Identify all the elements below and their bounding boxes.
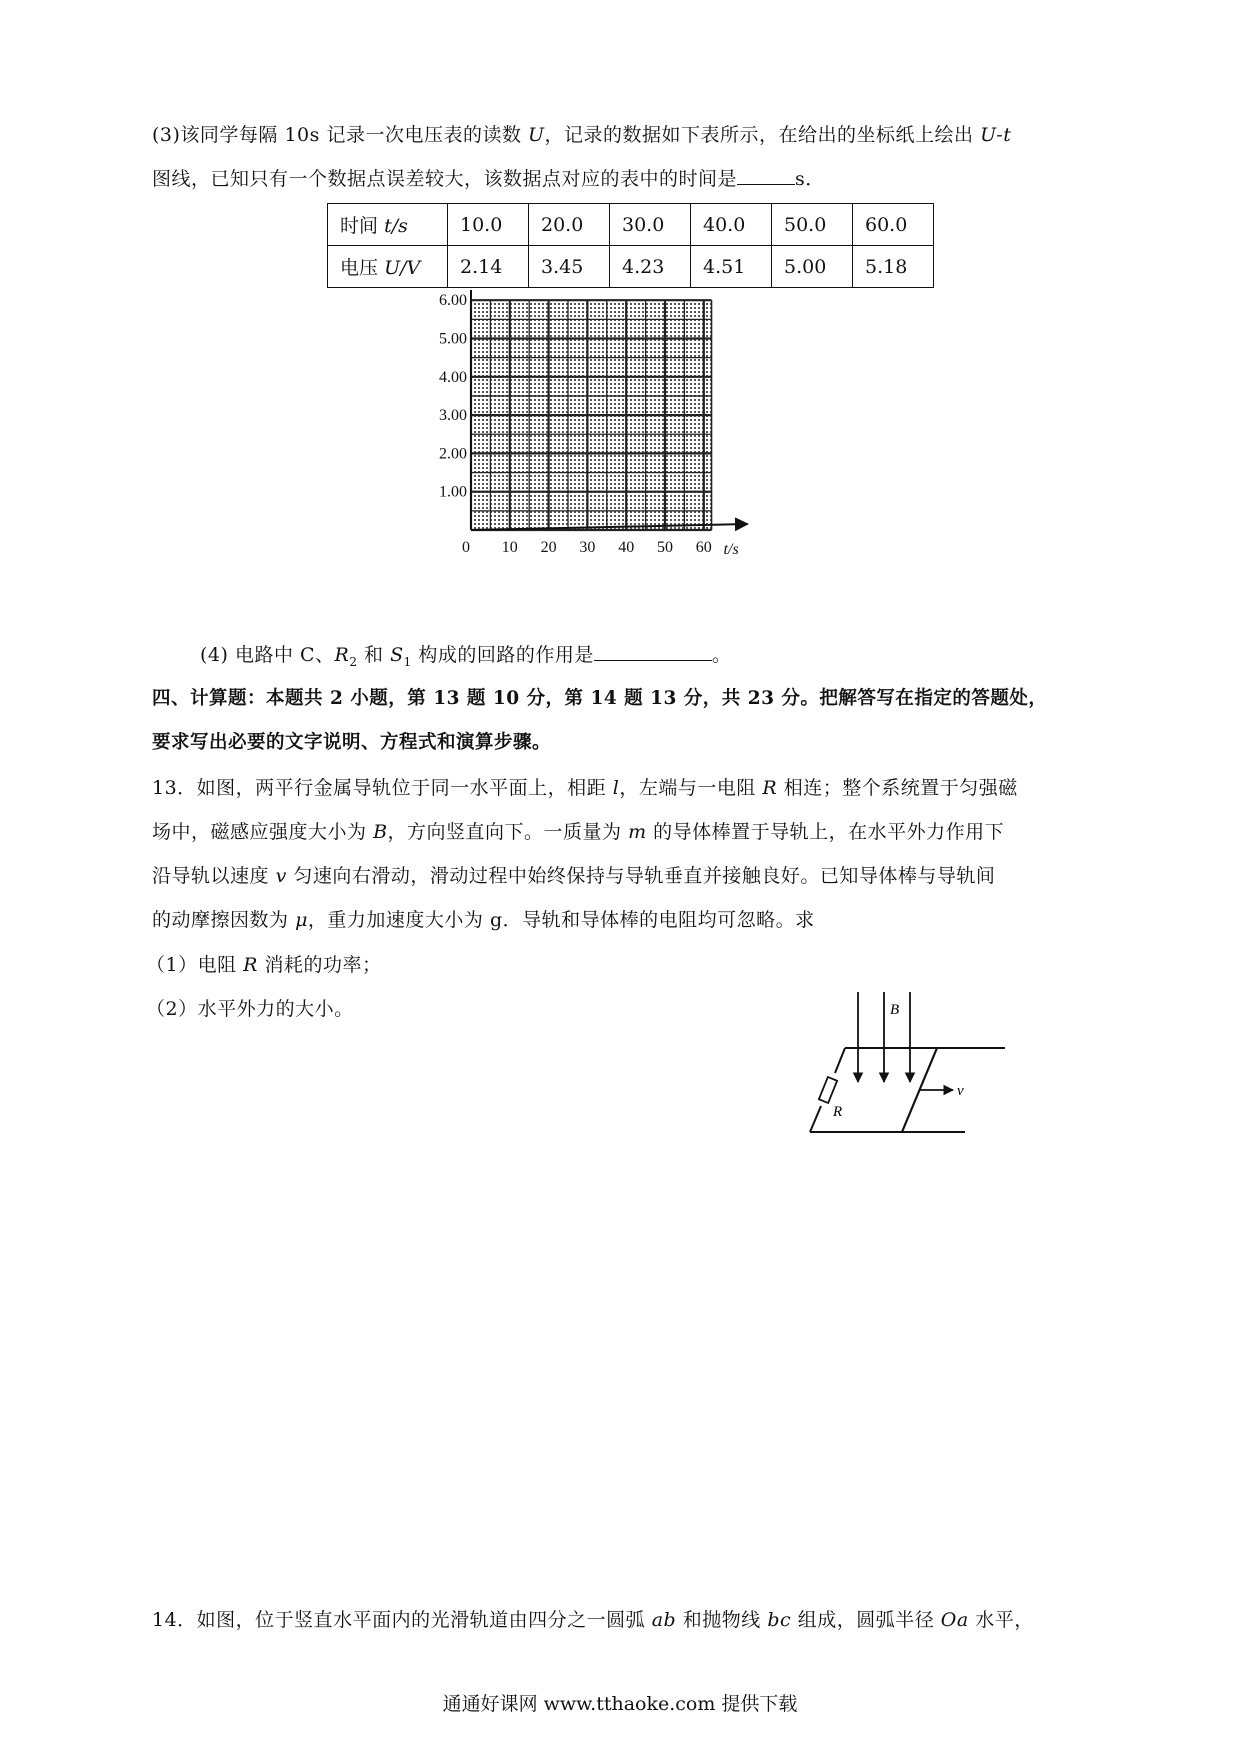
q3-line2 [152, 164, 825, 191]
table-cell: 10.0 [448, 204, 529, 246]
y-tick-label: 5.00 [439, 330, 467, 348]
x-tick-label: 40 [618, 539, 635, 556]
q4-text: (4) 电路中 C、 [200, 644, 335, 666]
q4-text: 。 [711, 644, 732, 666]
y-tick-label: 1.00 [439, 483, 467, 501]
q4-line [200, 640, 731, 669]
table-row [328, 204, 934, 246]
table-cell: 5.00 [772, 246, 853, 288]
table-cell: 2.14 [448, 246, 529, 288]
q13-line3: 沿导轨以速度 v 匀速向右滑动，滑动过程中始终保持与导轨垂直并接触良好。已知导体棒与导轨间 [152, 865, 996, 887]
q4-var: S [390, 644, 404, 666]
table-cell: 30.0 [610, 204, 691, 246]
page-footer: 通通好课网 www.tthaoke.com 提供下载 [442, 1693, 798, 1715]
label-R: R [833, 1104, 843, 1120]
q4-var: R [334, 644, 350, 666]
q3-text: (3)该同学每隔 [152, 124, 278, 146]
label-v: v [957, 1083, 964, 1099]
q4-sub: 2 [349, 654, 358, 669]
table-cell: 电压 U/V [328, 246, 448, 288]
q13-sub2: （2）水平外力的大小。 [146, 998, 354, 1020]
x-tick-label: 0 [462, 539, 470, 556]
table-cell: 60.0 [853, 204, 934, 246]
q13-line4: 的动摩擦因数为 μ，重力加速度大小为 g．导轨和导体棒的电阻均可忽略。求 [152, 909, 815, 931]
q3-text: 记录一次电压表的读数 [326, 124, 522, 146]
q3-text: s． [795, 168, 825, 190]
q3-var: U-t [980, 124, 1012, 146]
q4-text: 构成的回路的作用是 [418, 644, 594, 666]
x-tick-label: 10 [501, 539, 518, 556]
table-cell: 5.18 [853, 246, 934, 288]
table-cell: 时间 t/s [328, 204, 448, 246]
table-cell: 40.0 [691, 204, 772, 246]
y-tick-label: 4.00 [439, 368, 467, 386]
resistor-icon [819, 1077, 837, 1103]
q4-text: 和 [364, 644, 384, 666]
section-heading: 四、计算题：本题共 2 小题，第 13 题 10 分，第 14 题 13 分，共 23 分。把解答写在指定的答题处， [152, 688, 1048, 709]
y-tick-label: 3.00 [439, 407, 467, 425]
section-heading: 要求写出必要的文字说明、方程式和演算步骤。 [152, 732, 552, 753]
q13-line2: 场中，磁感应强度大小为 B，方向竖直向下。一质量为 m 的导体棒置于导轨上，在水平外力作用下 [152, 821, 1005, 843]
data-table [327, 203, 934, 288]
graph-paper-chart [405, 290, 805, 620]
y-tick-label: 2.00 [439, 445, 467, 463]
q13-line1: 13．如图，两平行金属导轨位于同一水平面上，相距 l，左端与一电阻 R 相连；整个系统置于匀强磁 [152, 777, 1018, 799]
q3-var: U [528, 124, 545, 146]
q3-text: ，记录的数据如下表所示，在给出的坐标纸上绘出 [544, 124, 974, 146]
q3-text: 图线，已知只有一个数据点误差较大，该数据点对应的表中的时间是 [152, 168, 738, 190]
table-cell: 50.0 [772, 204, 853, 246]
x-tick-label: 50 [657, 539, 673, 556]
x-tick-label: 20 [540, 539, 557, 556]
table-row [328, 246, 934, 288]
y-tick-label: 6.00 [439, 292, 467, 310]
rail-diagram [800, 990, 1020, 1140]
left-wire [835, 1048, 845, 1073]
table-cell: 4.23 [610, 246, 691, 288]
q3-line1 [152, 120, 1011, 147]
left-wire [810, 1106, 821, 1132]
q13-sub1: （1）电阻 R 消耗的功率； [146, 954, 382, 976]
table-cell: 3.45 [529, 246, 610, 288]
x-tick-label: 60 [695, 539, 712, 556]
answer-blank [594, 642, 712, 661]
q14-line1: 14．如图，位于竖直水平面内的光滑轨道由四分之一圆弧 ab 和抛物线 bc 组成，圆弧半径 Oa 水平， [152, 1609, 1034, 1631]
table-cell: 20.0 [529, 204, 610, 246]
q4-sub: 1 [403, 654, 412, 669]
q3-text: 10s [284, 124, 320, 146]
answer-blank [737, 166, 795, 185]
x-tick-label: 30 [579, 539, 596, 556]
label-B: B [890, 1002, 900, 1018]
x-axis-label: t/s [723, 541, 739, 558]
table-cell: 4.51 [691, 246, 772, 288]
